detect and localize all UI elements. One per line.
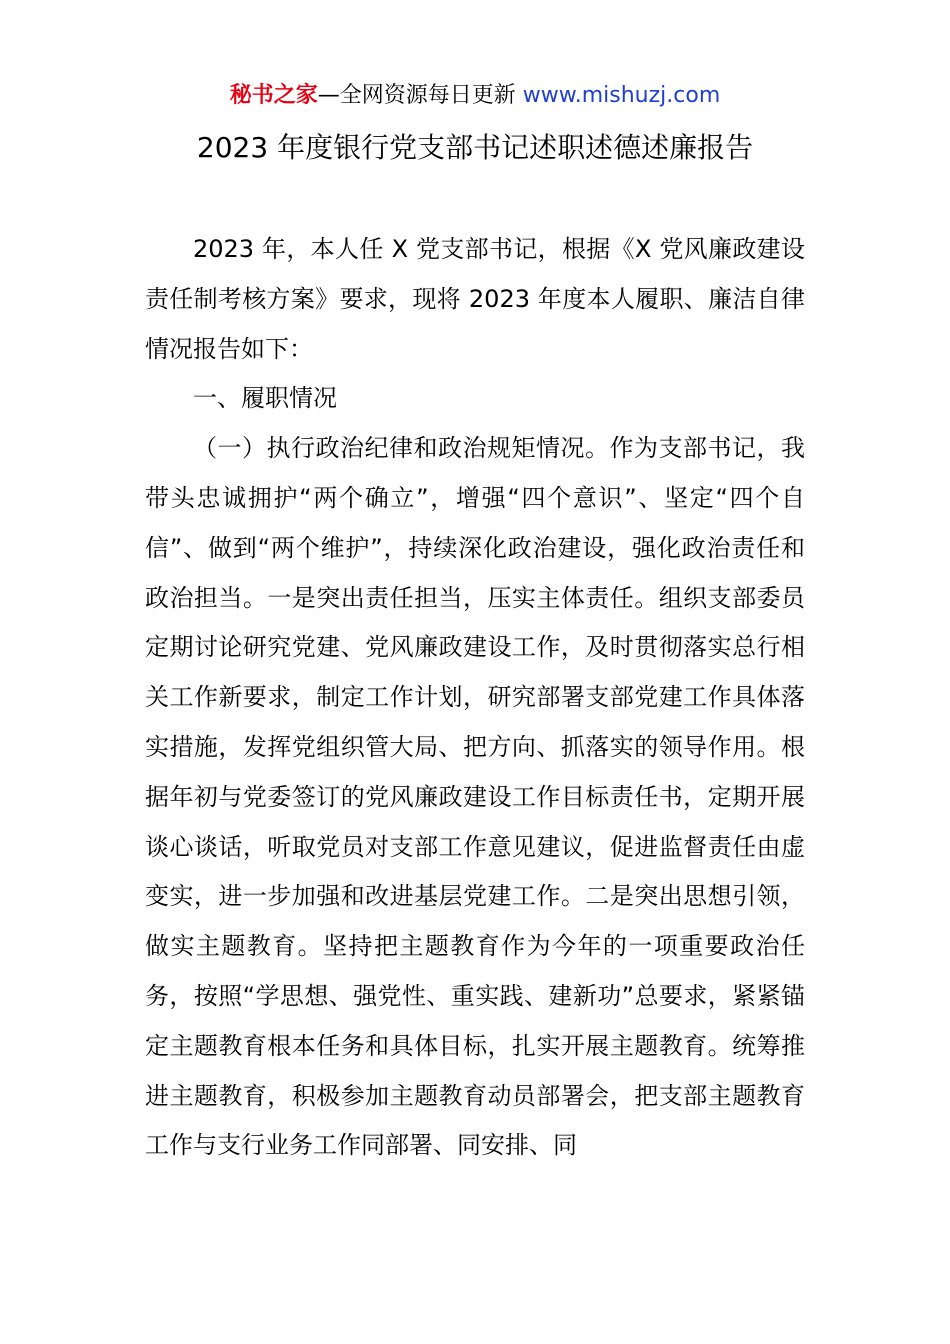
intro-paragraph: 2023 年，本人任 X 党支部书记，根据《X 党风廉政建设责任制考核方案》要求，现将 2023 年度本人履职、廉洁自律情况报告如下： xyxy=(145,235,805,363)
section-heading: 一、履职情况 xyxy=(193,384,337,413)
document-title: 2023 年度银行党支部书记述职述德述廉报告 xyxy=(196,131,754,164)
body-paragraph: （一）执行政治纪律和政治规矩情况。作为支部书记，我带头忠诚拥护“两个确立”，增强“四个意识”、坚定“四个自信”、做到“两个维护”，持续深化政治建设，强化政治责任和政治担当。一是突出责任担当，压实主体责任。组织支部委员定期讨论研究党建、党风廉政建设工作，及时贯彻落实总行相关工作新要求，制定工作计划，研究部署支部党建工作具体落实措施，发挥党组织管大局、把方向、抓落实的领导作用。根据年初与党委签订的党风廉政建设工作目标责任书，定期开展谈心谈话，听取党员对支部工作意见建议，促进监督责任由虚变实，进一步加强和改进基层党建工作。二是突出思想引领，做实主题教育。坚持把主题教育作为今年的一项重要政治任务，按照“学思想、强党性、重实践、建新功”总要求，紧紧锚定主题教育根本任务和具体目标，扎实开展主题教育。统筹推进主题教育，积极参加主题教育动员部署会，把支部主题教育工作与支行业务工作同部署、同安排、同 xyxy=(145,434,805,1160)
site-header xyxy=(0,80,950,112)
document-body xyxy=(145,225,805,1171)
brand-name: 秘书之家 xyxy=(229,83,318,108)
site-url-link[interactable]: www.mishuzj.com xyxy=(522,83,721,108)
site-slogan: —全网资源每日更新 xyxy=(317,83,523,108)
